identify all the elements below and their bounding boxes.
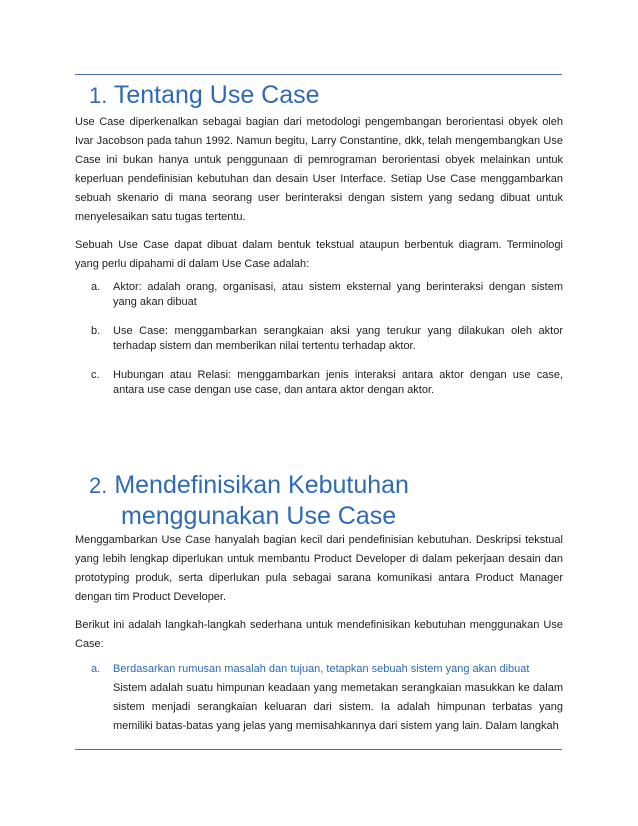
terminology-list: [75, 280, 563, 398]
list-marker: a.: [91, 281, 101, 293]
list-item: [75, 280, 563, 310]
section-1-heading: [89, 80, 563, 111]
step-heading: Berdasarkan rumusan masalah dan tujuan, tetapkan sebuah sistem yang akan dibuat: [113, 663, 530, 675]
section-2-title-line-1: Mendefinisikan Kebutuhan: [114, 471, 409, 499]
section-2-paragraph-2: Berikut ini adalah langkah-langkah sederhana untuk mendefinisikan kebutuhan menggunakan Use Case:: [75, 619, 563, 650]
list-item: [75, 660, 563, 736]
list-item-text: Aktor: adalah orang, organisasi, atau sistem eksternal yang berinteraksi dengan sistem yang akan dibuat: [113, 281, 563, 308]
list-item-text: Use Case: menggambarkan serangkaian aksi yang terukur yang dilakukan oleh aktor terhadap sistem dan memberikan nilai tertentu terhadap aktor.: [113, 325, 563, 352]
section-2-paragraph-1: Menggambarkan Use Case hanyalah bagian kecil dari pendefinisian kebutuhan. Deskripsi tekstual yang lebih lengkap diperlukan untuk membantu Product Developer di dalam pekerjaan desain dan prototyping produk, serta diperlukan pula sebagai sarana komunikasi antara Product Manager dengan tim Product Developer.: [75, 534, 563, 603]
list-marker: c.: [91, 369, 100, 381]
footer-rule: [75, 749, 562, 750]
list-item-text: Hubungan atau Relasi: menggambarkan jenis interaksi antara aktor dengan use case, antara use case dengan use case, dan antara aktor dengan aktor.: [113, 369, 563, 396]
list-item: [75, 324, 563, 354]
steps-list: [75, 660, 563, 736]
section-2-title-line-2: menggunakan Use Case: [121, 502, 397, 530]
list-item-text: Sistem adalah suatu himpunan keadaan yang memetakan serangkaian masukkan ke dalam sistem menjadi serangkaian keluaran dari sistem. Ia adalah himpunan terbatas yang memiliki batas-batas yang jelas yang memisahkannya dari sistem yang lain. Dalam langkah: [113, 682, 563, 732]
section-1-title: Tentang Use Case: [113, 81, 320, 109]
list-item: [75, 368, 563, 398]
section-1-paragraph-2: Sebuah Use Case dapat dibuat dalam bentuk tekstual ataupun berbentuk diagram. Terminologi yang perlu dipahami di dalam Use Case adalah:: [75, 239, 563, 270]
header-rule: [75, 74, 562, 75]
document-body: [75, 80, 563, 750]
list-marker: b.: [91, 325, 101, 337]
list-marker: a.: [91, 663, 101, 675]
section-1-paragraph-1: Use Case diperkenalkan sebagai bagian dari metodologi pengembangan berorientasi obyek oleh Ivar Jacobson pada tahun 1992. Namun begitu, Larry Constantine, dkk, telah mengembangkan Use Case ini bukan hanya untuk penggunaan di pemrograman berorientasi obyek melainkan untuk keperluan pendefinisian kebutuhan dan desain User Interface. Setiap Use Case menggambarkan sebuah skenario di mana seorang user berinteraksi dengan sistem yang sedang dibuat untuk menyelesaikan satu tugas tertentu.: [75, 116, 563, 223]
section-1-number: 1.: [89, 83, 108, 108]
section-2-heading: [89, 470, 563, 531]
section-2-number: 2.: [89, 473, 108, 498]
